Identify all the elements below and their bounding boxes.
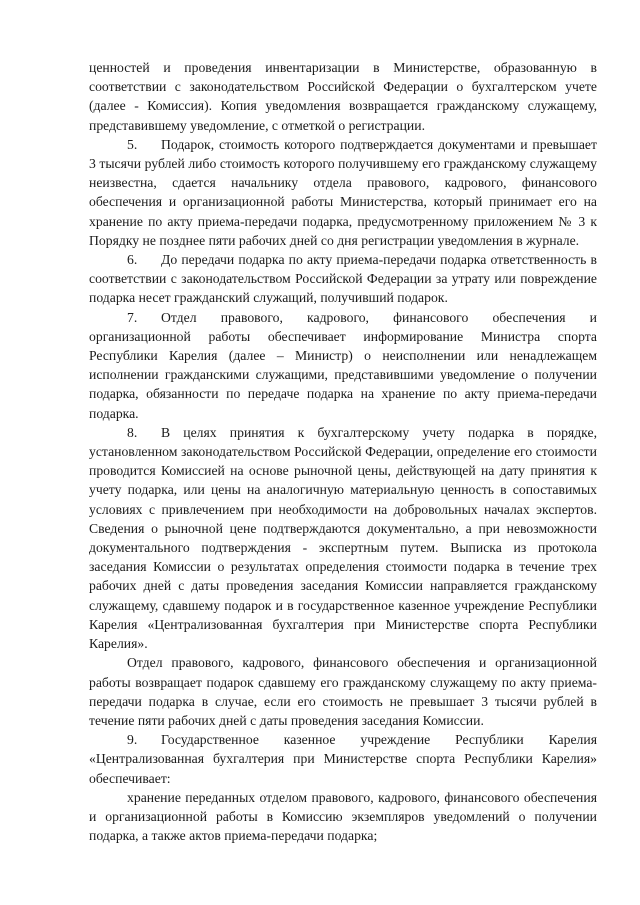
paragraph-5 <box>89 135 597 250</box>
document-page <box>89 58 597 845</box>
paragraph-number: 6. <box>127 252 138 268</box>
paragraph-number: 8. <box>127 424 138 440</box>
paragraph-9 <box>89 730 597 788</box>
paragraph-6 <box>89 250 597 308</box>
paragraph-text: Государственное казенное учреждение Республики Карелия «Централизованная бухгалтерия при Министерстве спорта Республики Карелия» обеспечивает: <box>89 732 597 786</box>
paragraph-text: Подарок, стоимость которого подтверждается документами и превышает 3 тысячи рублей либо стоимость которого получившему его гражданскому служащему неизвестна, сдается начальнику отдела правового, кадрового, финансового обеспечения и организационной работы Министерства, который принимает его на хранение по акту приема-передачи подарка, предусмотренному приложением № 3 к Порядку не позднее пяти рабочих дней со дня регистрации уведомления в журнале. <box>89 136 597 248</box>
paragraph-text: Отдел правового, кадрового, финансового обеспечения и организационной работы возвращает подарок сдавшему его гражданскому служащему по акту приема-передачи подарка в случае, если его стоимость не превышает 3 тысячи рублей в течение пяти рабочих дней с даты проведения заседания Комиссии. <box>89 655 597 728</box>
paragraph-number: 9. <box>127 732 138 748</box>
paragraph-continuation <box>89 58 597 135</box>
paragraph-8-continued <box>89 653 597 730</box>
paragraph-8 <box>89 423 597 653</box>
paragraph-text: ценностей и проведения инвентаризации в Министерстве, образованную в соответствии с законодательством Российской Федерации о бухгалтерском учете (далее - Комиссия). Копия уведомления возвращается гражданскому служащему, представившему уведомление, с отметкой о регистрации. <box>89 60 597 133</box>
paragraph-number: 5. <box>127 136 138 152</box>
paragraph-text: хранение переданных отделом правового, кадрового, финансового обеспечения и организационной работы в Комиссию экземпляров уведомлений о получении подарка, а также актов приема-передачи подарка; <box>89 789 597 844</box>
paragraph-text: В целях принятия к бухгалтерскому учету подарка в порядке, установленном законодательством Российской Федерации, определение его стоимости проводится Комиссией на основе рыночной цены, действующей на дату принятия к учету подарка, или цены на аналогичную материальную ценность в сопоставимых условиях с привлечением при необходимости на добровольных началах экспертов. Сведения о рыночной цене подтверждаются документально, а при невозможности документального подтверждения - экспертным путем. Выписка из протокола заседания Комиссии о результатах определения стоимости подарка в течение трех рабочих дней с даты проведения заседания Комиссии направляется гражданскому служащему, сдавшему подарок и в государственное казенное учреждение Республики Карелия «Централизованная бухгалтерия при Министерстве спорта Республики Карелия». <box>89 424 597 652</box>
paragraph-text: Отдел правового, кадрового, финансового обеспечения и организационной работы обеспечивает информирование Министра спорта Республики Карелия (далее – Министр) о неисполнении или ненадлежащем исполнении гражданскими служащими, представившими уведомление о получении подарка, обязанности по передаче подарка на хранение по акту приема-передачи подарка. <box>89 309 597 421</box>
paragraph-9-item <box>89 788 597 846</box>
paragraph-text: До передачи подарка по акту приема-передачи подарка ответственность в соответствии с законодательством Российской Федерации за утрату или повреждение подарка несет гражданский служащий, получивший подарок. <box>89 252 597 306</box>
paragraph-7 <box>89 308 597 423</box>
paragraph-number: 7. <box>127 309 138 325</box>
